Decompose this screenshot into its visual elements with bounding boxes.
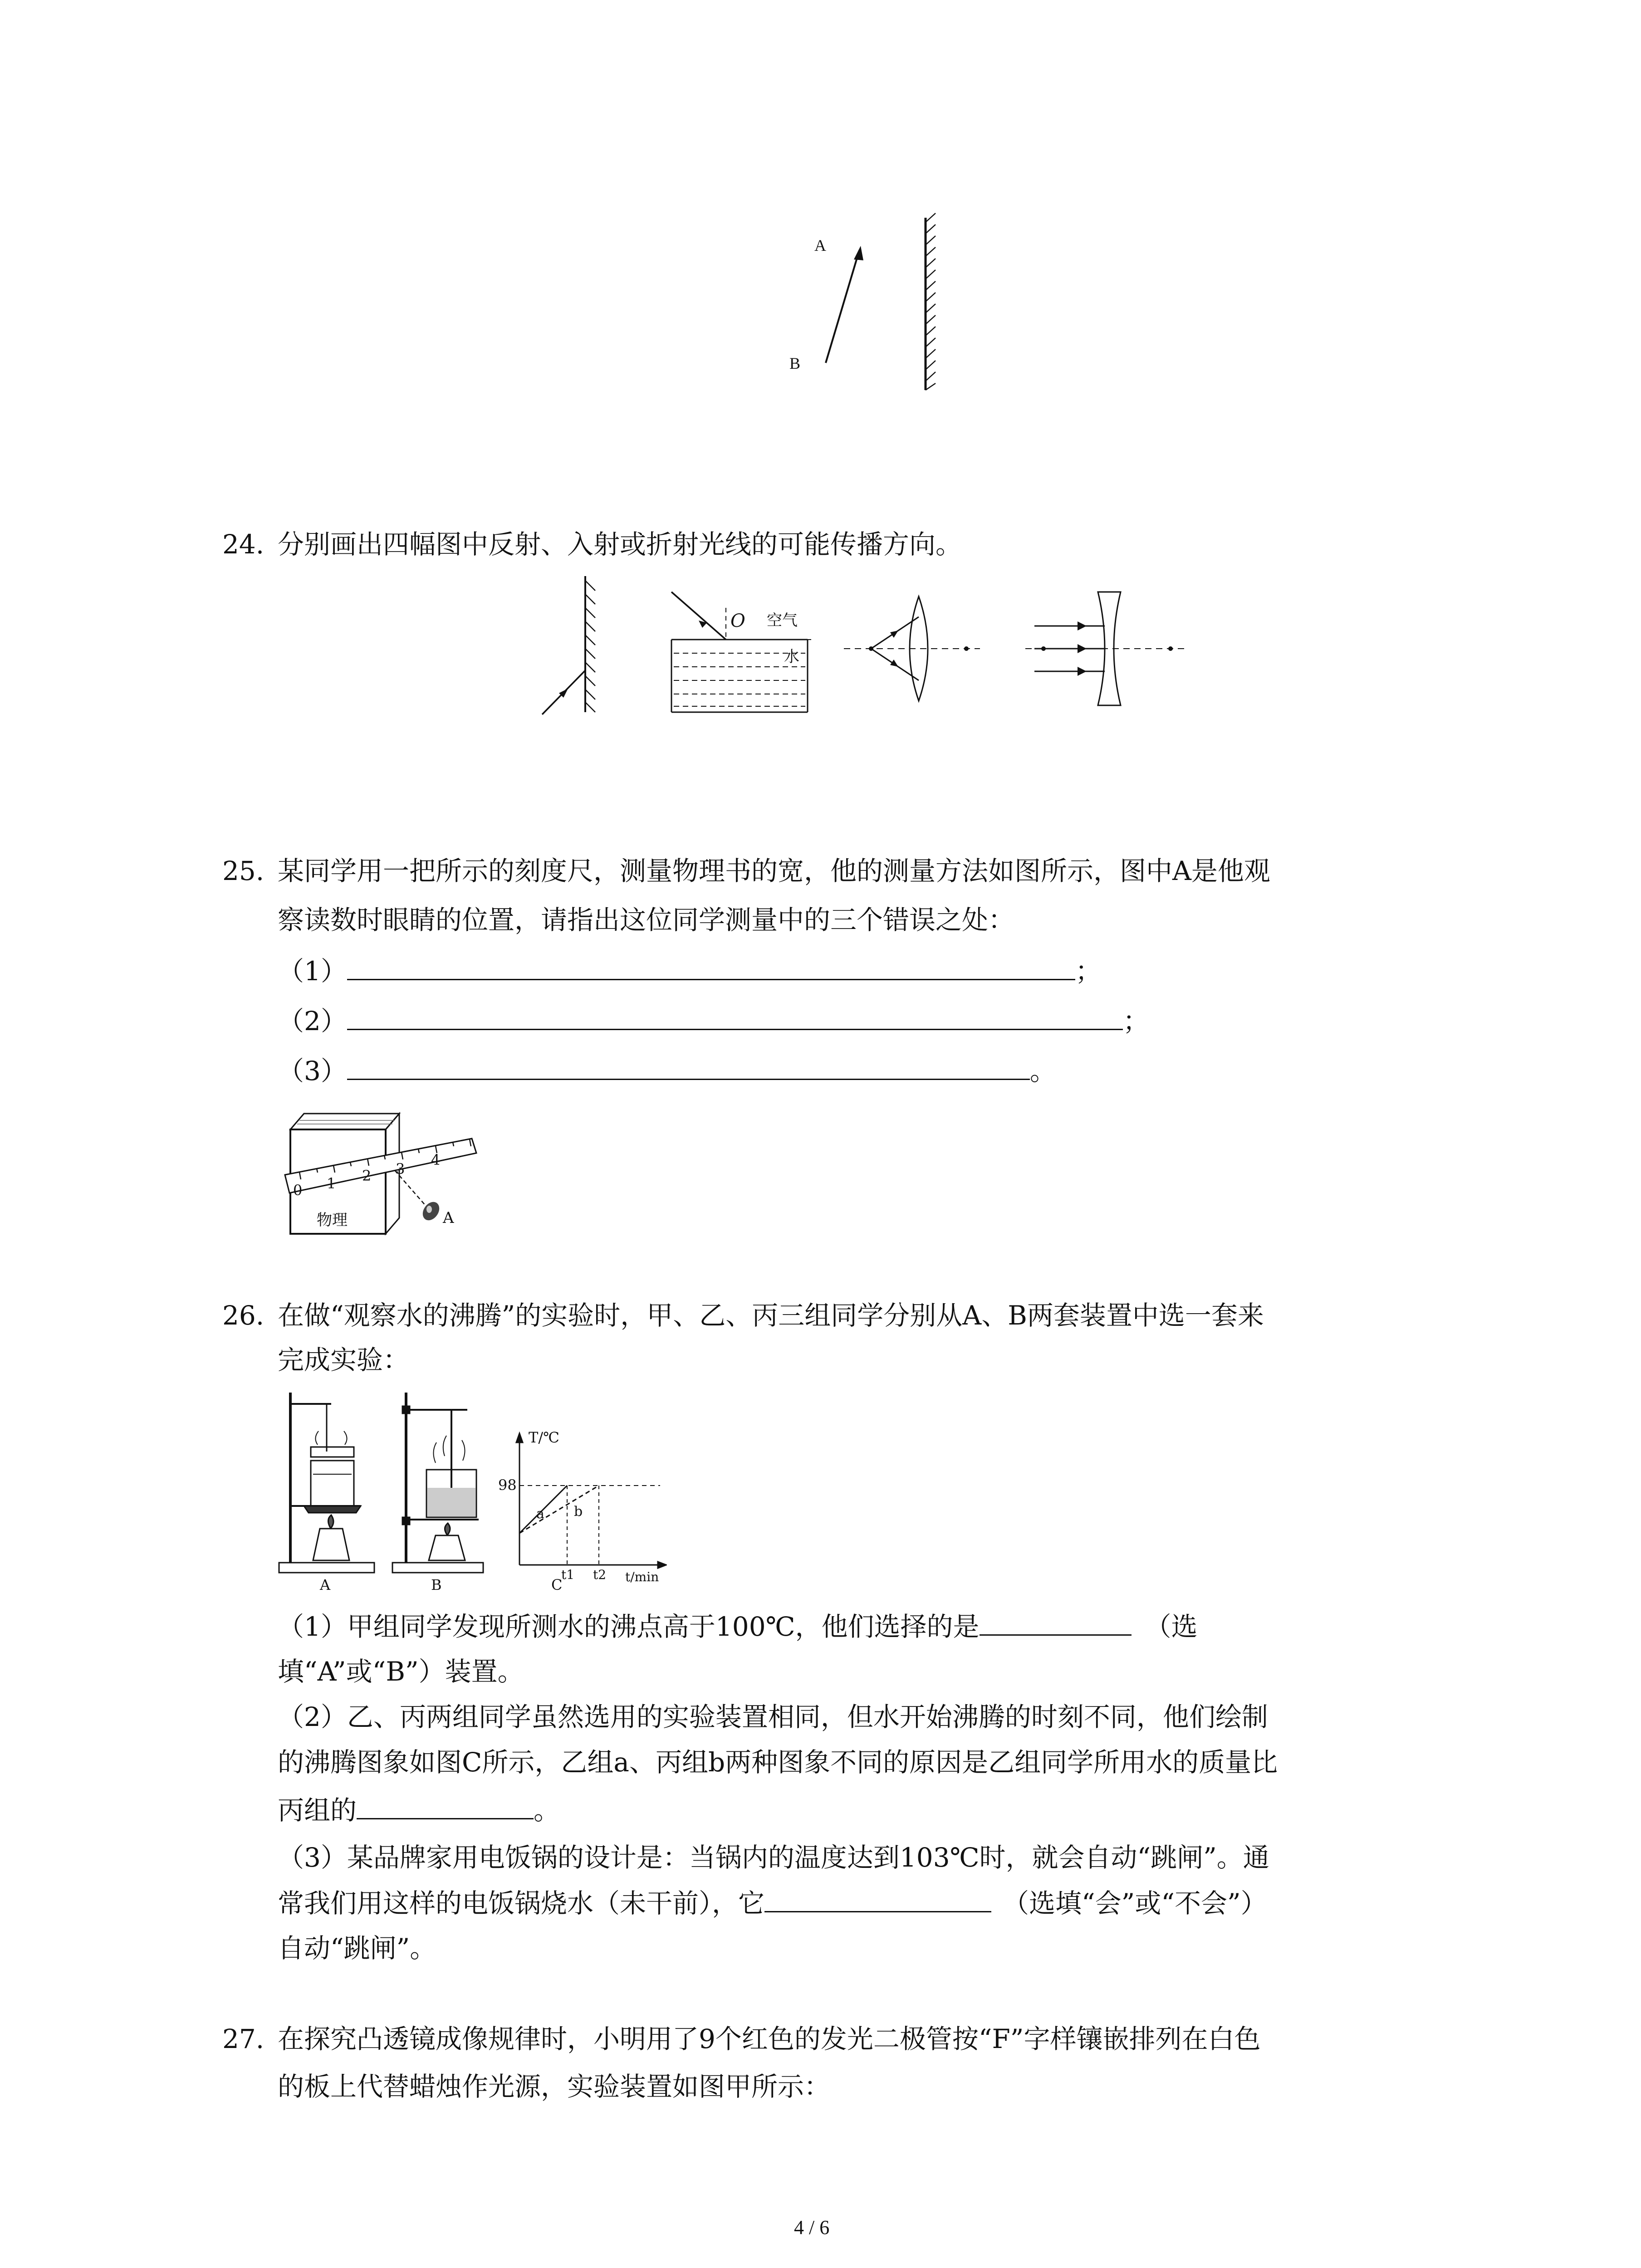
boiling-apparatus-diagram — [277, 1383, 667, 1597]
q26-p3-line1: （3）某品牌家用电饭锅的设计是：当锅内的温度达到103℃时，就会自动“跳闸”。通 — [278, 1842, 1269, 1873]
label-apparatus-b: B — [431, 1576, 442, 1593]
question-number-26: 26. — [222, 1300, 265, 1331]
item-label: （3） — [278, 1056, 347, 1086]
q25-item-3 — [278, 1052, 1056, 1089]
boiling-apparatus-figure — [277, 1383, 667, 1597]
answer-blank-2[interactable] — [347, 1002, 1123, 1030]
object-arrow — [826, 250, 859, 363]
book-label: 物理 — [317, 1211, 348, 1229]
item-end: ； — [1122, 1006, 1149, 1036]
graph-t2: t2 — [593, 1567, 607, 1582]
fig-label-air: 空气 — [767, 611, 798, 630]
graph-y-label: T/℃ — [529, 1429, 559, 1446]
q26-line1: 在做“观察水的沸腾”的实验时，甲、乙、丙三组同学分别从A、B两套装置中选一套来 — [278, 1300, 1264, 1331]
q24-text: 分别画出四幅图中反射、入射或折射光线的可能传播方向。 — [278, 529, 962, 560]
answer-blank-q26-3[interactable] — [764, 1885, 991, 1912]
fig-label-o: O — [730, 611, 745, 631]
q25-item-1 — [278, 953, 1102, 989]
item-label: （2） — [278, 1006, 347, 1036]
q26-p2-end: 。 — [534, 1795, 560, 1826]
q25-line2: 察读数时眼睛的位置，请指出这位同学测量中的三个错误之处： — [278, 904, 1015, 935]
tick-4: 4 — [431, 1151, 441, 1168]
q26-p1-hint: （选 — [1145, 1611, 1198, 1642]
answer-blank-q26-1[interactable] — [980, 1608, 1132, 1636]
q26-p3-line2 — [278, 1885, 1267, 1921]
fig1-mirror — [542, 576, 595, 714]
label-graph-c: C — [551, 1576, 563, 1593]
item-label: （1） — [278, 956, 347, 987]
q25-line1: 某同学用一把所示的刻度尺，测量物理书的宽，他的测量方法如图所示，图中A是他观 — [278, 855, 1270, 886]
graph-t1: t1 — [561, 1567, 575, 1582]
apparatus-a — [279, 1393, 374, 1573]
arrow-head — [854, 246, 863, 260]
q26-p3-hint: （选填“会”或“不会”） — [1003, 1888, 1267, 1919]
graph-tick-98: 98 — [498, 1476, 517, 1494]
q24-diagram — [535, 572, 1198, 721]
q26-p1-line2: 填“A”或“B”）装置。 — [278, 1656, 524, 1687]
q26-p2-line1: （2）乙、丙两组同学虽然选用的实验装置相同，但水开始沸腾的时刻不同，他们绘制 — [278, 1701, 1268, 1732]
q26-line2: 完成实验： — [278, 1344, 410, 1375]
q27-line2: 的板上代替蜡烛作光源，实验装置如图甲所示： — [278, 2071, 831, 2102]
boiling-graph-c — [516, 1433, 666, 1568]
q25-item-2 — [278, 1002, 1149, 1039]
tick-1: 1 — [327, 1175, 336, 1192]
label-apparatus-a: A — [320, 1576, 331, 1593]
eye-label: A — [443, 1209, 454, 1227]
apparatus-b — [392, 1393, 483, 1573]
q26-p2-line3 — [278, 1792, 560, 1828]
answer-blank-q26-2[interactable] — [357, 1792, 534, 1819]
label-a: A — [814, 236, 826, 254]
answer-blank-1[interactable] — [347, 953, 1075, 980]
q26-p3-text: 常我们用这样的电饭锅烧水（未干前），它 — [278, 1888, 765, 1919]
q26-p2-line2: 的沸腾图象如图C所示，乙组a、丙组b两种图象不同的原因是乙组同学所用水的质量比 — [278, 1747, 1278, 1778]
tick-3: 3 — [396, 1160, 405, 1178]
ruler-book-figure — [281, 1102, 481, 1238]
item-end: 。 — [1029, 1056, 1056, 1086]
q26-p1-line1 — [278, 1608, 1198, 1645]
q26-p3-line3: 自动“跳闸”。 — [278, 1933, 436, 1964]
graph-line-b: b — [574, 1504, 583, 1520]
label-b: B — [789, 354, 801, 372]
tick-2: 2 — [362, 1167, 372, 1184]
fig4-concave-lens — [1025, 592, 1189, 705]
question-number-25: 25. — [222, 855, 265, 886]
mirror-arrow-figure — [771, 209, 953, 399]
mirror-hatching — [926, 213, 936, 390]
fig-label-water: 水 — [784, 648, 799, 666]
fig3-convex-lens — [844, 596, 980, 701]
graph-x-label: t/min — [625, 1569, 659, 1584]
item-end: ； — [1075, 956, 1102, 987]
q26-p1-text: （1）甲组同学发现所测水的沸点高于100℃，他们选择的是 — [278, 1611, 980, 1642]
q27-line1: 在探究凸透镜成像规律时，小明用了9个红色的发光二极管按“F”字样镶嵌排列在白色 — [278, 2024, 1261, 2054]
answer-blank-3[interactable] — [347, 1052, 1030, 1080]
graph-line-a: a — [536, 1506, 544, 1522]
page-number: 4 / 6 — [794, 2216, 830, 2239]
q24-figures — [535, 572, 1198, 721]
tick-0: 0 — [293, 1182, 303, 1199]
question-number-27: 27. — [222, 2024, 265, 2054]
q26-p2-text: 丙组的 — [278, 1795, 357, 1826]
question-number-24: 24. — [222, 529, 265, 560]
